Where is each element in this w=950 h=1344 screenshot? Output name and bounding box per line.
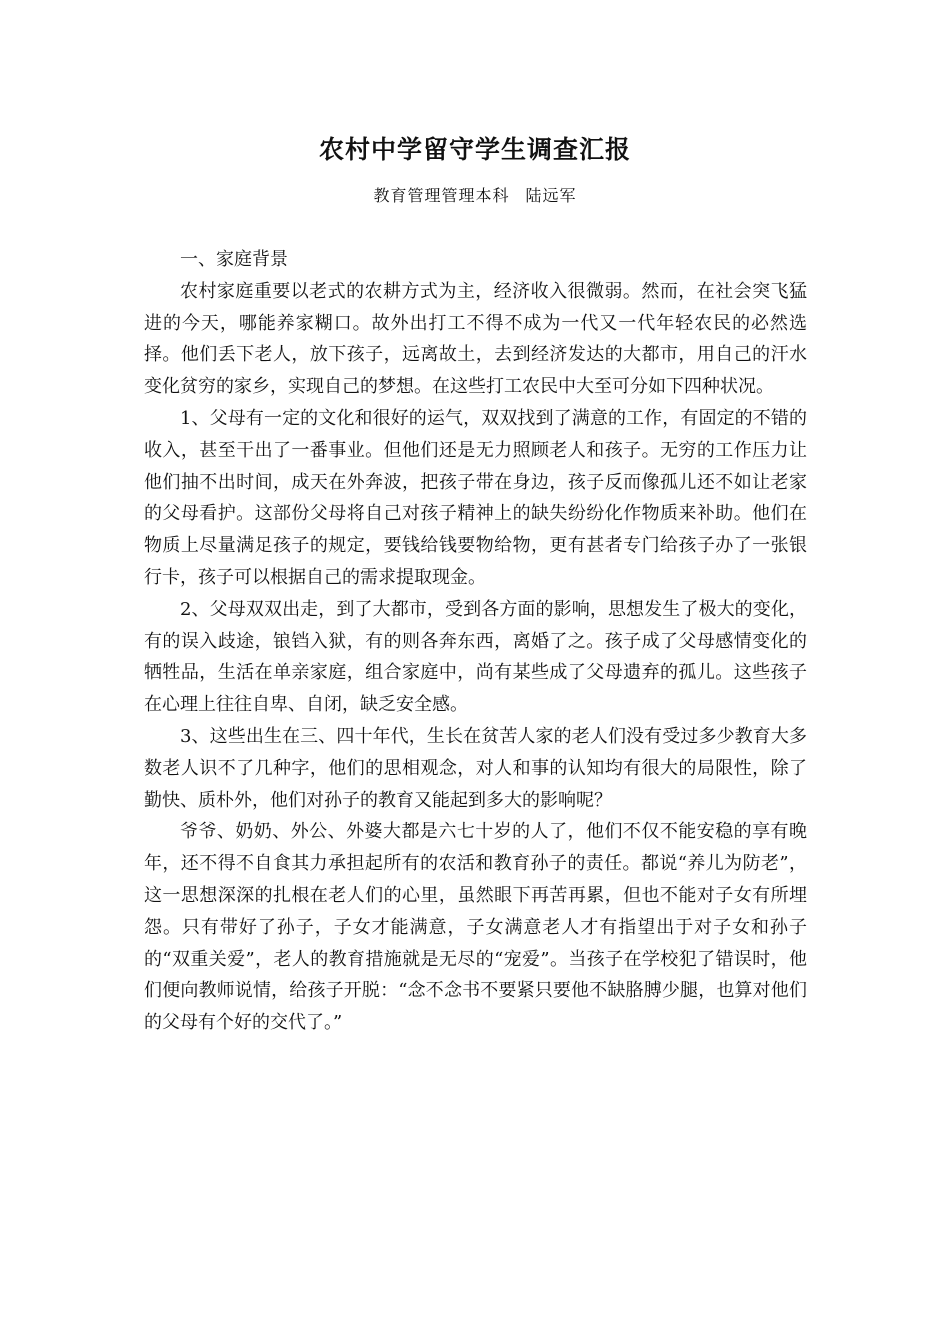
author-name: 陆远军	[525, 186, 577, 205]
document-title: 农村中学留守学生调查汇报	[318, 135, 631, 164]
paragraph: 农村家庭重要以老式的农耕方式为主，经济收入很微弱。然而，在社会突飞猛进的今天，哪能养家糊口。故外出打工不得不成为一代又一代年轻农民的必然选择。他们丢下老人，放下孩子，远离故土，去到经济发达的大都市，用自己的汗水变化贫穷的家乡，实现自己的梦想。在这些打工农民中大至可分如下四种状况。	[144, 280, 807, 398]
paragraph: 爷爷、奶奶、外公、外婆大都是六七十岁的人了，他们不仅不能安稳的享有晚年，还不得不自食其力承担起所有的农活和教育孙子的责任。都说“养儿为防老”，这一思想深深的扎根在老人们的心里，虽然眼下再苦再累，但也不能对子女有所埋怨。只有带好了孙子，子女才能满意，子女满意老人才有指望出于对子女和孙子的“双重关爱”，老人的教育措施就是无尽的“宠爱”。当孩子在学校犯了错误时，他们便向教师说情，给孩子开脱：“念不念书不要紧只要他不缺胳膊少腿，也算对他们的父母有个好的交代了。”	[144, 821, 807, 1034]
paragraph: 2、父母双双出走，到了大都市，受到各方面的影响，思想发生了极大的变化，有的误入歧途，锒铛入狱，有的则各奔东西，离婚了之。孩子成了父母感情变化的牺牲品，生活在单亲家庭，组合家庭中，尚有某些成了父母遗弃的孤儿。这些孩子在心理上往往自卑、自闭，缺乏安全感。	[144, 598, 807, 716]
author-line	[0, 183, 950, 209]
paragraph: 1、父母有一定的文化和很好的运气，双双找到了满意的工作，有固定的不错的收入，甚至干出了一番事业。但他们还是无力照顾老人和孩子。无穷的工作压力让他们抽不出时间，成天在外奔波，把孩子带在身边，孩子反而像孤儿还不如让老家的父母看护。这部份父母将自己对孩子精神上的缺失纷纷化作物质来补助。他们在物质上尽量满足孩子的规定，要钱给钱要物给物，更有甚者专门给孩子办了一张银行卡，孩子可以根据自己的需求提取现金。	[144, 407, 807, 588]
section-heading: 一、家庭背景	[180, 249, 288, 270]
document-body	[144, 244, 807, 1039]
author-program: 教育管理管理本科	[373, 186, 510, 205]
paragraph: 3、这些出生在三、四十年代，生长在贫苦人家的老人们没有受过多少教育大多数老人识不了几种字，他们的思相观念，对人和事的认知均有很大的局限性，除了勤快、质朴外，他们对孙子的教育又能起到多大的影响呢？	[144, 725, 807, 811]
